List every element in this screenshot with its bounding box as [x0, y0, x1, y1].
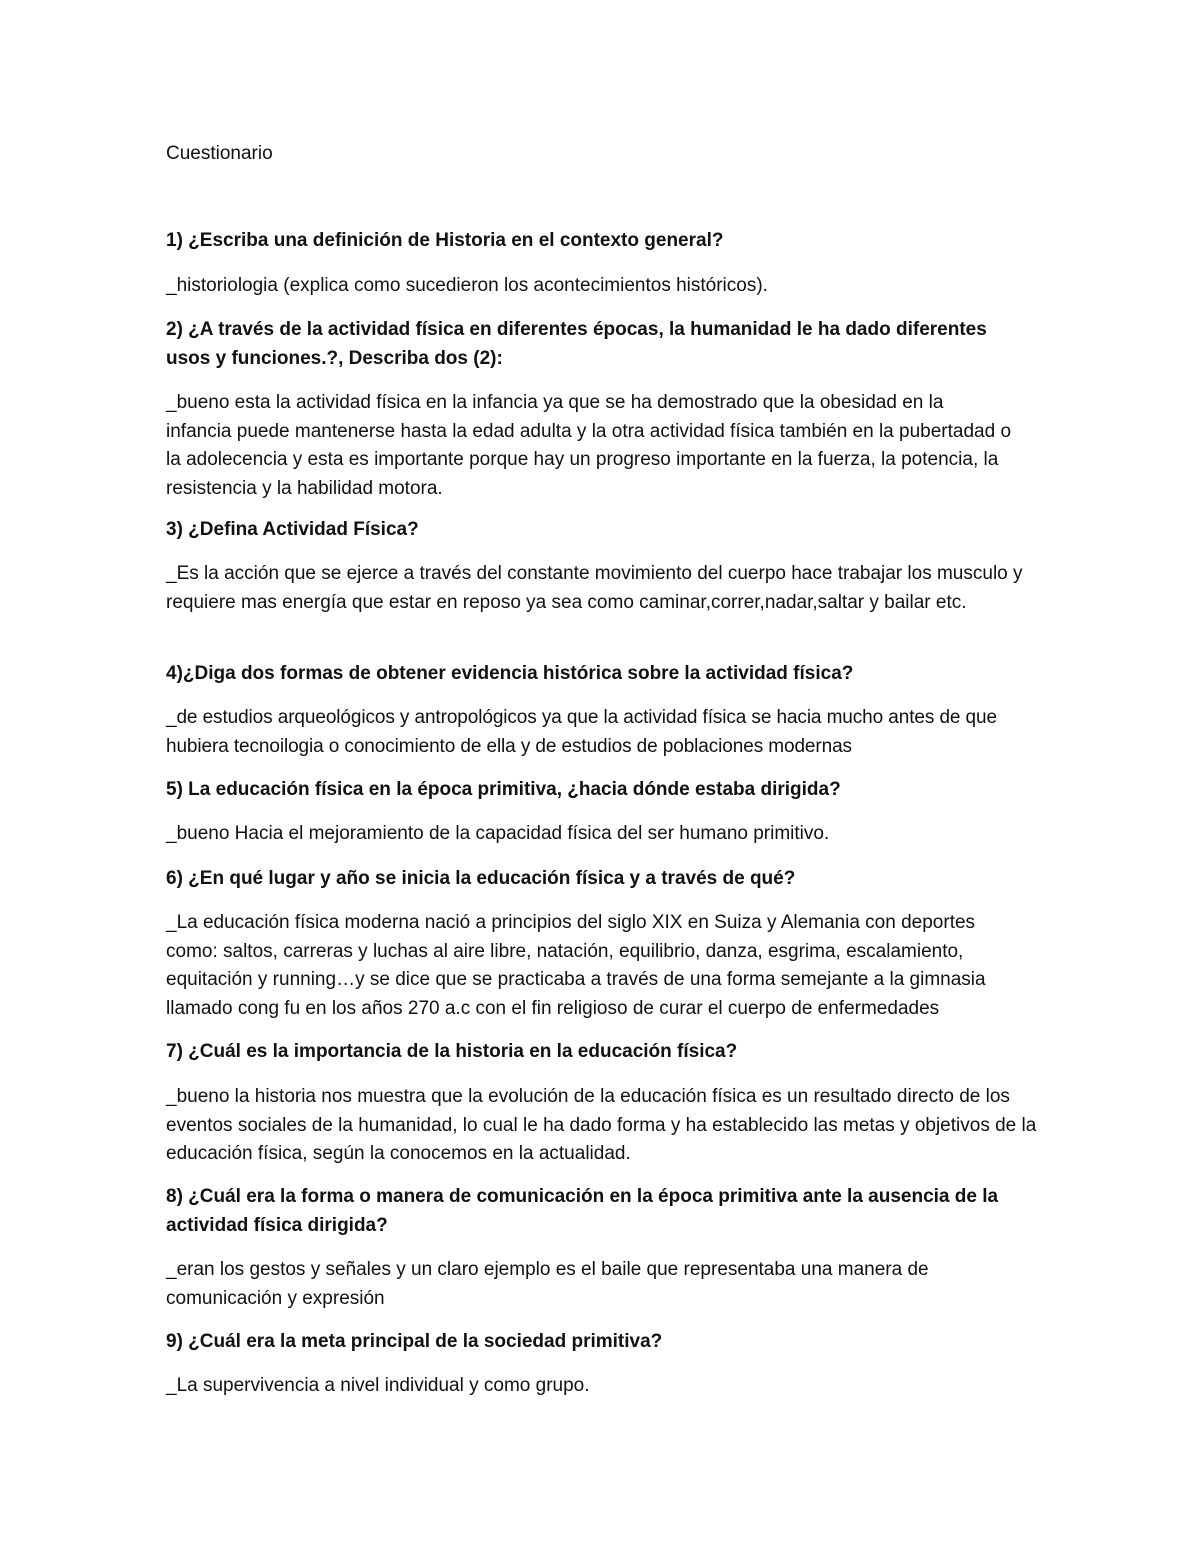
answer-2: _bueno esta la actividad física en la infancia ya que se ha demostrado que la obesidad en la infancia puede mantenerse hasta la edad adulta y la otra actividad física también en la pubertadad o la adolecencia y esta es importante porque hay un progreso importante en la fuerza, la potencia, la resistencia y la habilidad motora.: [166, 392, 1012, 499]
question-6: 6) ¿En qué lugar y año se inicia la educación física y a través de qué?: [166, 868, 796, 889]
answer-1: _historiologia (explica como sucedieron los acontecimientos históricos).: [166, 275, 768, 296]
answer-9: _La supervivencia a nivel individual y como grupo.: [166, 1375, 590, 1396]
question-9: 9) ¿Cuál era la meta principal de la sociedad primitiva?: [166, 1331, 663, 1352]
question-7: 7) ¿Cuál es la importancia de la historia en la educación física?: [166, 1041, 738, 1062]
question-8: 8) ¿Cuál era la forma o manera de comunicación en la época primitiva ante la ausencia de la actividad física dirigida?: [166, 1186, 999, 1236]
question-2: 2) ¿A través de la actividad física en diferentes épocas, la humanidad le ha dado diferentes usos y funciones.?, Describa dos (2):: [166, 319, 987, 369]
answer-5: _bueno Hacia el mejoramiento de la capacidad física del ser humano primitivo.: [166, 823, 830, 844]
document-title: Cuestionario: [166, 143, 273, 164]
answer-6: _La educación física moderna nació a principios del siglo XIX en Suiza y Alemania con deportes como: saltos, carreras y luchas al aire libre, natación, equilibrio, danza, esgrima, escalamiento, equitación y running…y se dice que se practicaba a través de una forma semejante a la gimnasia llamado cong fu en los años 270 a.c con el fin religioso de curar el cuerpo de enfermedades: [166, 912, 986, 1019]
answer-3: _Es la acción que se ejerce a través del constante movimiento del cuerpo hace trabajar los musculo y requiere mas energía que estar en reposo ya sea como caminar,correr,nadar,saltar y bailar etc.: [166, 563, 1023, 613]
question-5: 5) La educación física en la época primitiva, ¿hacia dónde estaba dirigida?: [166, 779, 841, 800]
question-1: 1) ¿Escriba una definición de Historia en el contexto general?: [166, 230, 724, 251]
question-3: 3) ¿Defina Actividad Física?: [166, 519, 419, 540]
answer-8: _eran los gestos y señales y un claro ejemplo es el baile que representaba una manera de comunicación y expresión: [166, 1259, 929, 1309]
question-4: 4)¿Diga dos formas de obtener evidencia histórica sobre la actividad física?: [166, 663, 854, 684]
answer-4: _de estudios arqueológicos y antropológicos ya que la actividad física se hacia mucho antes de que hubiera tecnoilogia o conocimiento de ella y de estudios de poblaciones modernas: [166, 707, 997, 757]
answer-7: _bueno la historia nos muestra que la evolución de la educación física es un resultado directo de los eventos sociales de la humanidad, lo cual le ha dado forma y ha establecido las metas y objetivos de la educación física, según la conocemos en la actualidad.: [166, 1086, 1037, 1164]
